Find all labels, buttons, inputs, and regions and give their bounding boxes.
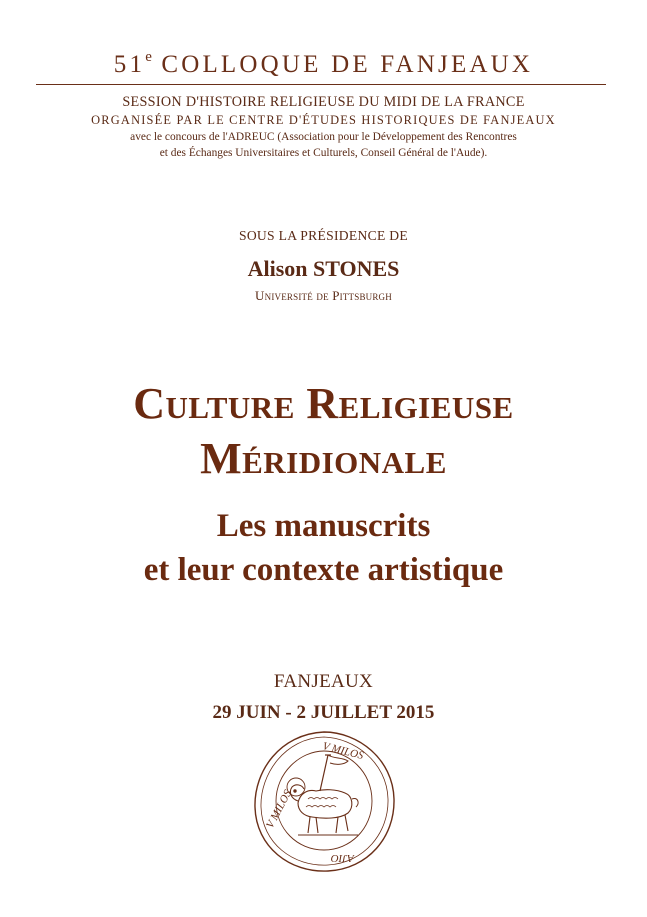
seal-inscription-top: V MILOS	[321, 740, 365, 762]
sponsor-line-1: avec le concours de l'ADREUC (Association pour le Développement des Rencontres	[130, 131, 517, 143]
presidency-label: SOUS LA PRÉSIDENCE DE	[238, 228, 409, 243]
agnus-dei-seal-icon	[250, 729, 398, 874]
president-name: Alison STONES	[247, 256, 400, 281]
subtitle-line-2: et leur contexte artistique	[143, 552, 504, 588]
president-affiliation: Université de Pittsburgh	[255, 288, 392, 303]
event-place: FANJEAUX	[273, 671, 374, 692]
header-divider	[36, 84, 606, 85]
main-title-line-2: Méridionale	[200, 434, 447, 483]
colloque-heading	[0, 49, 647, 79]
colloque-superscript: e	[145, 49, 152, 65]
seal-inscription-left: V MILOS	[264, 787, 295, 831]
colloque-number: 51	[113, 51, 146, 78]
organiser-line: ORGANISÉE PAR LE CENTRE D'ÉTUDES HISTORIQUES DE FANJEAUX	[91, 113, 556, 127]
seal-inscription-bottom: AJIO	[330, 852, 354, 864]
session-line: SESSION D'HISTOIRE RELIGIEUSE DU MIDI DE LA FRANCE	[122, 94, 525, 110]
colloque-text: COLLOQUE DE FANJEAUX	[161, 51, 534, 78]
subtitle-line-1: Les manuscrits	[216, 508, 431, 544]
event-dates: 29 JUIN - 2 JUILLET 2015	[212, 702, 435, 723]
sponsor-line-2: et des Échanges Universitaires et Culturels, Conseil Général de l'Aude).	[159, 147, 488, 159]
main-title-line-1: Culture Religieuse	[133, 379, 514, 428]
